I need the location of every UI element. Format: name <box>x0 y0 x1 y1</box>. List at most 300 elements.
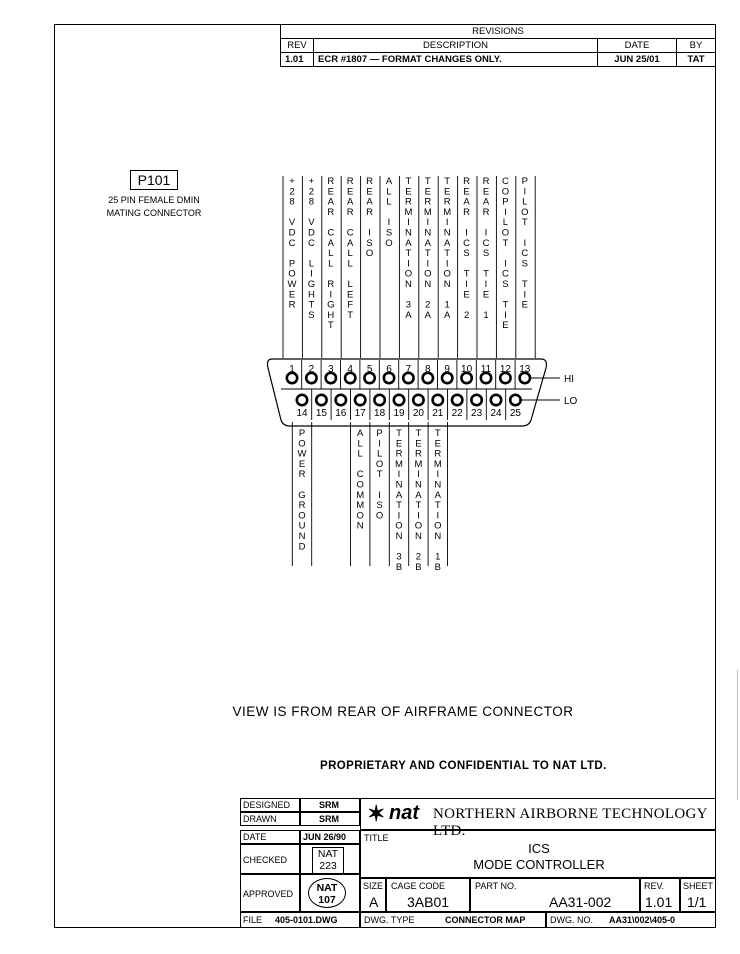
signal-letter: L <box>328 258 334 270</box>
signal-letter: 1 <box>444 299 450 311</box>
signal-letter: R <box>346 176 354 187</box>
pin-socket <box>374 395 384 405</box>
signal-letter: O <box>385 237 393 249</box>
signal-letter: I <box>417 469 420 481</box>
drawn-label-cell <box>240 812 300 826</box>
proprietary-notice: PROPRIETARY AND CONFIDENTIAL TO NAT LTD. <box>320 760 607 772</box>
checked-label-cell <box>240 844 300 874</box>
designed-value: SRM <box>319 800 339 810</box>
pin-socket <box>316 395 326 405</box>
approved-cell <box>300 874 360 912</box>
signal-letter: V <box>308 217 315 229</box>
title-block <box>240 798 716 928</box>
cage-label: CAGE CODE <box>391 881 446 891</box>
signal-letter: R <box>327 176 335 187</box>
signal-letter: B <box>434 561 441 573</box>
signal-letter: S <box>308 309 315 321</box>
checked-label: CHECKED <box>243 855 288 865</box>
signal-letter: 8 <box>289 196 295 208</box>
signal-letter: A <box>385 176 393 187</box>
date-cell <box>300 830 360 844</box>
signal-letter: B <box>395 561 403 573</box>
signal-letter: I <box>484 279 488 290</box>
signal-letter: L <box>386 196 392 208</box>
signal-letter: E <box>366 186 373 198</box>
signal-letter: A <box>347 237 354 249</box>
signal-letter: 2 <box>415 551 422 563</box>
signal-letter: I <box>417 510 420 522</box>
signal-letter: I <box>523 186 527 198</box>
signal-letter: R <box>327 206 335 218</box>
signal-letter: C <box>346 227 354 239</box>
signal-letter: E <box>424 186 431 198</box>
signal-letter: E <box>405 186 412 198</box>
signal-letter: T <box>415 500 422 512</box>
signal-letter: T <box>521 217 528 229</box>
by-value: TAT <box>677 53 716 67</box>
signal-letter: I <box>504 206 507 218</box>
rev-value: 1.01 <box>281 53 314 67</box>
signal-letter: N <box>414 531 422 542</box>
signal-letter: L <box>347 279 353 290</box>
signal-letter: A <box>424 237 431 249</box>
signal-letter: R <box>482 176 490 187</box>
signal-letter: P <box>298 428 306 439</box>
signal-letter: P <box>521 176 528 187</box>
signal-letter: O <box>375 458 384 470</box>
pin-socket <box>336 395 346 405</box>
signal-letter: I <box>378 438 381 450</box>
signal-letter: N <box>395 531 403 542</box>
signal-letter: I <box>407 258 410 270</box>
signal-letter: + <box>289 176 295 187</box>
signal-letter: H <box>327 309 335 321</box>
signal-letter: L <box>357 438 363 450</box>
signal-letter: S <box>366 237 373 249</box>
signal-letter: R <box>298 500 306 512</box>
sheet-cell <box>680 878 716 912</box>
pin-number: 16 <box>335 408 347 419</box>
signal-letter: I <box>465 227 468 239</box>
signal-letter: C <box>501 268 509 280</box>
signal-letter: G <box>307 279 316 290</box>
signal-letter: S <box>385 227 393 239</box>
signal-letter: 1 <box>483 309 489 321</box>
signal-letter: M <box>356 500 365 512</box>
signal-letter: C <box>327 227 335 239</box>
signal-letter: B <box>415 561 422 573</box>
signal-letter: M <box>356 489 365 501</box>
pin-number: 1 <box>289 364 295 375</box>
signal-letter: R <box>366 176 374 187</box>
signal-letter: I <box>397 510 401 522</box>
date-label-cell <box>240 830 300 844</box>
signal-letter: N <box>356 520 364 532</box>
signal-letter: T <box>396 500 402 512</box>
signal-letter: O <box>404 268 413 280</box>
drawing-title-line: ICS <box>528 841 550 856</box>
signal-letter: E <box>347 289 354 301</box>
checked-stamp-line: 223 <box>319 860 337 872</box>
by-header: BY <box>677 39 716 53</box>
signal-letter: A <box>444 309 451 321</box>
signal-letter: E <box>482 186 490 198</box>
signal-letter: R <box>482 206 490 218</box>
signal-letter: A <box>405 309 412 321</box>
company-name: NORTHERN AIRBORNE TECHNOLOGY LTD. <box>433 806 708 839</box>
signal-letter: I <box>523 289 527 301</box>
title-label: TITLE <box>364 833 389 843</box>
dwg-type-label: DWG. TYPE <box>364 915 415 925</box>
signal-letter: M <box>404 206 413 218</box>
signal-letter: R <box>463 176 471 187</box>
signal-letter: L <box>328 248 334 260</box>
signal-letter: C <box>501 176 509 187</box>
title-cell <box>360 830 716 878</box>
rev-cell <box>640 878 680 912</box>
signal-letter: A <box>444 237 451 249</box>
signal-letter: E <box>482 289 490 301</box>
approved-label-cell <box>240 874 300 912</box>
signal-letter: T <box>483 268 489 280</box>
checked-stamp-line: NAT <box>317 848 339 860</box>
signal-letter: C <box>521 248 529 260</box>
signal-letter: N <box>434 479 442 491</box>
signal-letter: T <box>521 279 528 290</box>
signal-letter: R <box>463 206 471 218</box>
signal-letter: O <box>365 248 374 260</box>
signal-letter: O <box>414 520 423 532</box>
signal-letter: I <box>436 510 440 522</box>
signal-letter: I <box>329 289 333 301</box>
pin-number: 15 <box>315 408 327 419</box>
signal-letter: O <box>443 268 451 280</box>
lo-label: LO <box>564 396 578 407</box>
signal-letter: A <box>424 309 431 321</box>
signal-letter: D <box>288 227 296 239</box>
pin-number: 22 <box>451 408 463 419</box>
pin-number: 9 <box>444 364 450 375</box>
hi-label: HI <box>564 374 574 385</box>
signal-letter: N <box>404 227 412 239</box>
drawn-label: DRAWN <box>243 814 277 824</box>
designed-label-cell <box>240 798 300 812</box>
signal-letter: N <box>414 479 422 491</box>
signal-letter: I <box>310 268 313 280</box>
dwg-no-value: AA31\002\405-0 <box>609 915 676 925</box>
signal-letter: I <box>523 237 527 249</box>
signal-letter: C <box>463 237 471 249</box>
signal-letter: L <box>376 448 383 460</box>
drawing-title-line: MODE CONTROLLER <box>473 857 605 872</box>
date-label: DATE <box>243 832 267 842</box>
signal-letter: I <box>484 227 488 239</box>
signal-letter: O <box>501 227 510 239</box>
signal-letter: N <box>424 279 432 290</box>
signal-letter: L <box>357 448 363 460</box>
size-value: A <box>369 894 379 910</box>
signal-letter: R <box>395 448 403 460</box>
signal-letter: I <box>397 469 401 481</box>
pin-number: 6 <box>386 364 392 375</box>
signal-letter: C <box>482 237 490 249</box>
date-value: JUN 25/01 <box>598 53 677 67</box>
signal-letter: T <box>434 428 441 439</box>
dwg-type-cell <box>360 912 546 928</box>
part-label: PART NO. <box>475 881 517 891</box>
pin-number: 18 <box>374 408 386 419</box>
signal-letter: 2 <box>289 186 295 198</box>
rev-header: REV <box>281 39 314 53</box>
signal-letter: D <box>307 227 315 239</box>
signal-letter: 2 <box>308 186 315 198</box>
pin-socket <box>452 395 462 405</box>
signal-letter: G <box>327 299 335 311</box>
signal-letter: E <box>463 289 470 301</box>
signal-letter: E <box>415 438 422 450</box>
pin-number: 5 <box>366 364 373 375</box>
connector-description-line: MATING CONNECTOR <box>106 208 202 218</box>
approved-label: APPROVED <box>243 889 294 899</box>
signal-letter: W <box>297 448 307 460</box>
connector-ref: P101 <box>130 170 178 190</box>
rev-number: 1.01 <box>645 894 673 910</box>
signal-letter: R <box>366 206 374 218</box>
signal-letter: L <box>347 258 353 270</box>
signal-letter: F <box>347 299 354 311</box>
nat-logo-icon: ✶ <box>367 801 386 826</box>
signal-letter: E <box>347 186 354 198</box>
signal-letter: E <box>463 186 470 198</box>
pin-number: 11 <box>480 364 492 375</box>
signal-letter: O <box>298 438 306 450</box>
pin-number: 24 <box>490 408 502 419</box>
signal-letter: E <box>502 320 509 332</box>
signal-letter: M <box>443 206 452 218</box>
signal-letter: T <box>415 428 422 439</box>
signal-letter: T <box>424 176 431 187</box>
signal-letter: A <box>405 237 412 249</box>
signal-letter: S <box>502 279 509 290</box>
signal-letter: L <box>386 186 392 198</box>
approved-stamp-line: NAT <box>316 882 338 894</box>
signal-letter: I <box>504 309 507 321</box>
signal-letter: T <box>444 176 451 187</box>
pin-socket <box>394 395 404 405</box>
signal-letter: D <box>298 541 306 553</box>
part-value: AA31-002 <box>549 894 612 910</box>
signal-letter: + <box>308 176 315 187</box>
checked-cell <box>300 844 360 874</box>
signal-letter: I <box>426 217 430 229</box>
signal-letter: T <box>405 176 412 187</box>
signal-letter: N <box>443 279 451 290</box>
pin-socket <box>510 395 520 405</box>
signal-letter: L <box>308 258 315 270</box>
signal-letter: V <box>288 217 296 229</box>
pin-number: 12 <box>499 364 511 375</box>
pin-number: 10 <box>461 364 473 375</box>
signal-letter: T <box>405 248 412 260</box>
signal-letter: L <box>347 248 353 260</box>
pin-number: 20 <box>412 408 424 419</box>
signal-letter: I <box>504 258 507 270</box>
pin-number: 4 <box>347 364 353 375</box>
pin-number: 21 <box>432 408 444 419</box>
signal-letter: R <box>414 448 422 460</box>
signal-letter: 8 <box>308 196 315 208</box>
pin-number: 8 <box>425 364 431 375</box>
signal-letter: R <box>434 448 442 460</box>
signal-letter: A <box>357 428 364 439</box>
signal-letter: R <box>404 196 412 208</box>
signal-letter: E <box>327 186 334 198</box>
signal-letter: N <box>395 479 403 491</box>
date-header: DATE <box>598 39 677 53</box>
signal-letter: A <box>366 196 373 208</box>
signal-letter: A <box>415 489 422 501</box>
signal-letter: E <box>395 438 403 450</box>
signal-letter: T <box>502 237 509 249</box>
signal-letter: I <box>465 279 468 290</box>
signal-letter: P <box>376 428 383 439</box>
pin-socket <box>413 395 423 405</box>
signal-letter: N <box>404 279 412 290</box>
signal-letter: T <box>434 500 441 512</box>
signal-letter: O <box>356 479 364 491</box>
pin-number: 23 <box>471 408 483 419</box>
signal-letter: A <box>327 196 334 208</box>
signal-letter: S <box>521 258 528 270</box>
signal-letter: T <box>327 320 334 332</box>
signal-letter: O <box>521 206 529 218</box>
signal-letter: 3 <box>405 299 412 311</box>
sheet-label: SHEET <box>683 881 714 891</box>
signal-letter: A <box>327 237 334 249</box>
pin-number: 7 <box>405 364 412 375</box>
signal-letter: N <box>443 227 451 239</box>
drawn-cell <box>300 812 360 826</box>
connector-description-line: 25 PIN FEMALE DMIN <box>108 195 200 205</box>
drawn-value: SRM <box>319 814 339 824</box>
signal-letter: R <box>346 206 354 218</box>
signal-letter: T <box>347 309 354 321</box>
signal-letter: S <box>376 500 383 512</box>
signal-letter: L <box>522 196 528 208</box>
dwg-no-cell <box>546 912 716 928</box>
checked-stamp <box>312 847 344 875</box>
view-note: VIEW IS FROM REAR OF AIRFRAME CONNECTOR <box>232 704 574 719</box>
signal-letter: I <box>445 217 449 229</box>
drawing-title <box>361 841 717 873</box>
signal-letter: A <box>434 489 441 501</box>
dwg-type-value: CONNECTOR MAP <box>445 915 526 925</box>
signal-letter: E <box>521 299 528 311</box>
pin-socket <box>355 395 365 405</box>
signal-letter: O <box>288 268 296 280</box>
signal-letter: I <box>407 217 410 229</box>
designed-cell <box>300 798 360 812</box>
signal-letter: O <box>424 268 432 280</box>
signal-letter: O <box>434 520 442 532</box>
signal-letter: I <box>387 217 391 229</box>
signal-letter: N <box>434 531 442 542</box>
pin-number: 2 <box>308 364 315 375</box>
signal-letter: T <box>444 248 451 260</box>
signal-letter: A <box>347 196 354 208</box>
signal-letter: M <box>423 206 432 218</box>
pin-socket <box>297 395 307 405</box>
approved-stamp-line: 107 <box>318 894 336 906</box>
signal-letter: O <box>298 510 306 522</box>
description-value: ECR #1807 — FORMAT CHANGES ONLY. <box>314 53 598 67</box>
signal-letter: R <box>424 196 432 208</box>
signal-letter: O <box>501 186 510 198</box>
file-cell <box>240 912 360 928</box>
dwg-no-label: DWG. NO. <box>550 915 593 925</box>
pin-number: 19 <box>393 408 405 419</box>
signal-letter: M <box>433 458 442 470</box>
file-value: 405-0101.DWG <box>275 915 338 925</box>
signal-letter: I <box>445 258 449 270</box>
signal-letter: 3 <box>396 551 402 563</box>
signal-letter: 2 <box>425 299 431 311</box>
pin-socket <box>433 395 443 405</box>
signal-letter: M <box>414 458 423 470</box>
signal-letter: N <box>424 227 432 239</box>
signal-letter: E <box>444 186 451 198</box>
signal-letter: N <box>298 531 306 542</box>
signal-letter: C <box>288 237 296 249</box>
signal-letter: U <box>298 520 306 532</box>
signal-letter: R <box>327 279 335 290</box>
pin-number: 13 <box>519 364 531 375</box>
signal-letter: G <box>298 489 306 501</box>
signal-letter: I <box>426 258 430 270</box>
signal-letter: T <box>308 299 315 311</box>
size-cell <box>360 878 386 912</box>
signal-letter: O <box>395 520 403 532</box>
approved-stamp <box>308 878 346 908</box>
signal-letter: S <box>482 248 490 260</box>
signal-letter: P <box>502 196 509 208</box>
signal-letter: E <box>298 458 306 470</box>
signal-letter: P <box>288 258 296 270</box>
pin-number: 3 <box>328 364 334 375</box>
signal-letter: R <box>443 196 451 208</box>
cage-cell <box>386 878 470 912</box>
pin-number: 14 <box>296 408 308 419</box>
sheet-value: 1/1 <box>687 894 707 910</box>
file-label: FILE <box>243 915 263 925</box>
designed-label: DESIGNED <box>243 800 291 810</box>
signal-letter: W <box>287 279 297 290</box>
signal-letter: S <box>463 248 470 260</box>
signal-letter: T <box>424 248 431 260</box>
part-cell <box>470 878 640 912</box>
cage-value: 3AB01 <box>407 894 450 910</box>
description-header: DESCRIPTION <box>314 39 598 53</box>
signal-letter: E <box>288 289 296 301</box>
rev-label: REV. <box>644 881 665 891</box>
signal-letter: 2 <box>463 309 470 321</box>
signal-letter: I <box>378 489 381 501</box>
signal-letter: T <box>502 299 509 311</box>
size-label: SIZE <box>363 881 384 891</box>
signal-letter: T <box>396 428 402 439</box>
signal-letter: R <box>288 299 296 311</box>
revisions-title: REVISIONS <box>281 25 716 39</box>
